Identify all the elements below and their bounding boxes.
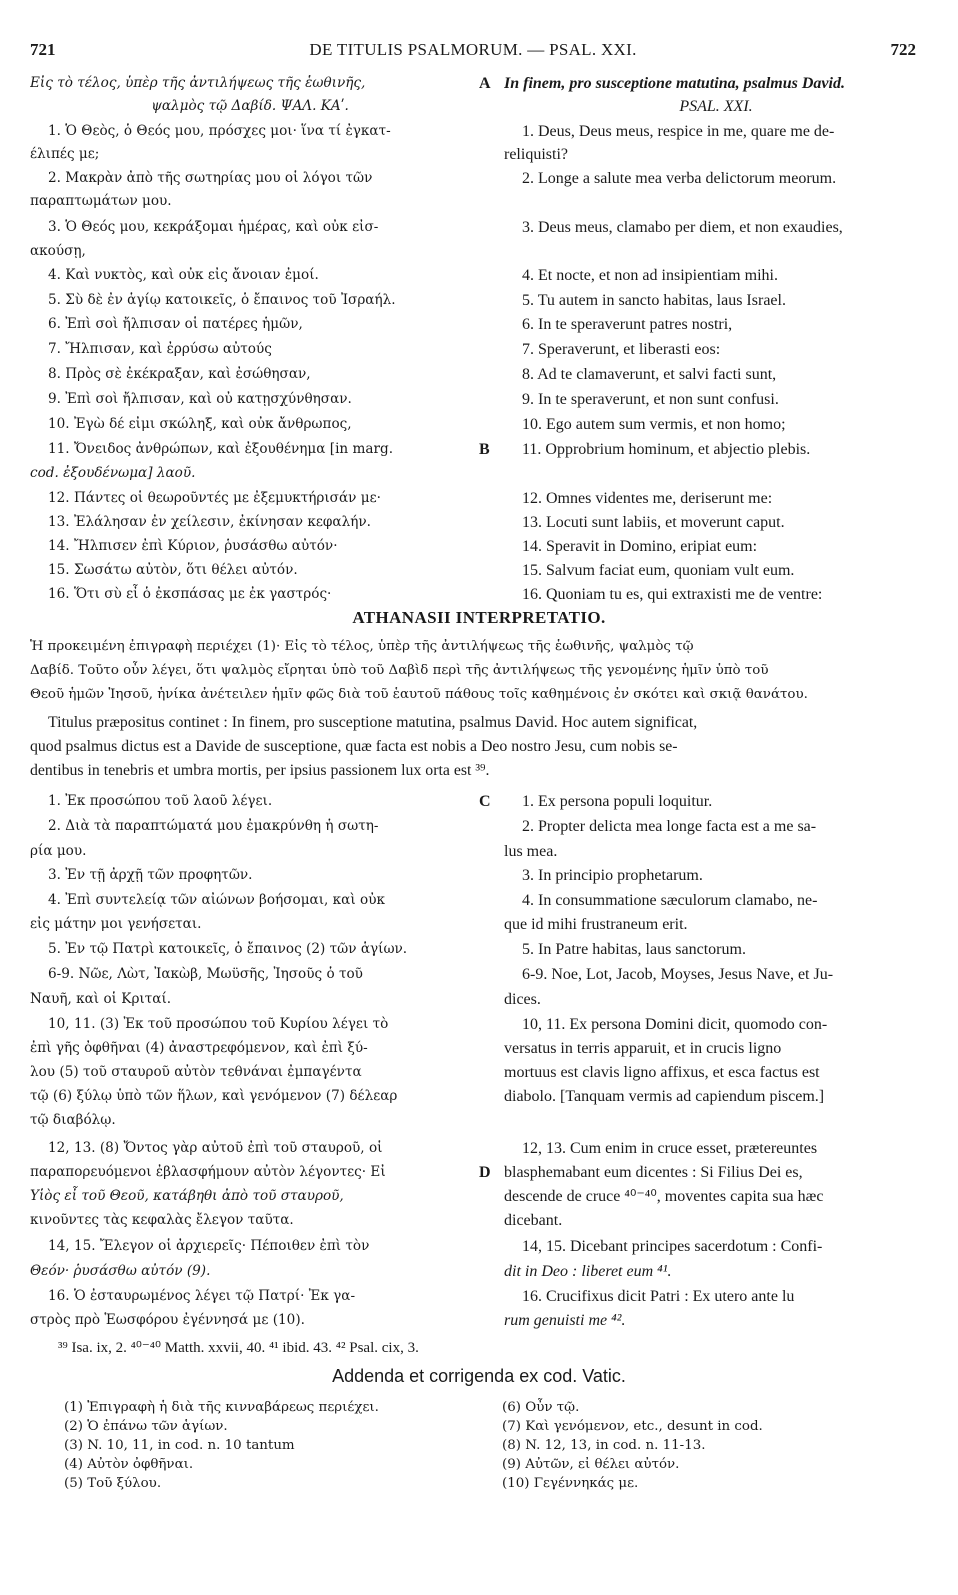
latin-interp: 5. In Patre habitas, laus sanctorum. [522, 941, 746, 958]
latin-verse: 6. In te speraverunt patres nostri, [522, 316, 733, 333]
latin-verse: 7. Speraverunt, et liberasti eos: [522, 341, 721, 358]
running-header [30, 40, 916, 68]
addenda-item: (5) Τοῦ ξύλου. [64, 1476, 162, 1491]
addenda-item: (3) N. 10, 11, in cod. n. 10 tantum [64, 1438, 295, 1453]
latin-verse: 13. Locuti sunt labiis, et moverunt caput. [522, 514, 785, 531]
section-title: ATHANASII INTERPRETATIO. [352, 608, 606, 627]
greek-interp: τῷ (6) ξύλῳ ὑπὸ τῶν ἥλων, καὶ γενόμενον (7) δέλεαρ [30, 1088, 398, 1104]
latin-interp: dit in Deo : liberet eum ⁴¹. [504, 1263, 672, 1280]
latin-interp: 3. In principio prophetarum. [522, 867, 703, 884]
greek-interp: στρὸς πρὸ Ἑωσφόρου ἐγέννησά με (10). [30, 1312, 305, 1328]
greek-verse: 10. Ἐγὼ δέ εἰμι σκώληξ, καὶ οὐκ ἄνθρωπος, [48, 416, 352, 432]
margin-marker-d: D [479, 1164, 491, 1181]
greek-interp: 16. Ὁ ἐσταυρωμένος λέγει τῷ Πατρί· Ἐκ γα- [48, 1288, 356, 1304]
greek-title: Εἰς τὸ τέλος, ὑπὲρ τῆς ἀντιλήψεως τῆς ἑωθινῆς, [30, 75, 366, 91]
latin-verse: 12. Omnes videntes me, deriserunt me: [522, 490, 773, 507]
latin-interp: rum genuisti me ⁴². [504, 1312, 626, 1329]
greek-verse: cod. ἐξουδένωμα] λαοῦ. [30, 465, 196, 481]
addenda-item: (2) Ὁ ἐπάνω τῶν ἁγίων. [64, 1419, 228, 1434]
greek-verse: έλιπές με; [30, 146, 100, 162]
greek-interp: 1. Ἐκ προσώπου τοῦ λαοῦ λέγει. [48, 793, 273, 809]
page-number-left: 721 [30, 40, 56, 59]
latin-verse: 3. Deus meus, clamabo per diem, et non exaudies, [522, 219, 843, 236]
latin-paragraph-line: quod psalmus dictus est a Davide de susceptione, quæ facta est nobis a Deo nostro Jesu, cum nobis se- [30, 738, 678, 755]
greek-verse: ακούσῃ, [30, 243, 86, 259]
addenda-title: Addenda et corrigenda ex cod. Vatic. [332, 1366, 626, 1386]
greek-verse: 7. Ἤλπισαν, καὶ ἐρρύσω αὐτούς [48, 341, 272, 357]
latin-interp: mortuus est clavis ligno affixus, et esca factus est [504, 1064, 820, 1081]
latin-interp: blasphemabant eum dicentes : Si Filius Dei es, [504, 1164, 803, 1181]
latin-verse: 11. Opprobrium hominum, et abjectio plebis. [522, 441, 811, 458]
greek-verse: 1. Ὁ Θεὸς, ὁ Θεός μου, πρόσχες μοι· ἵνα τί ἐγκατ- [48, 123, 391, 139]
latin-verse: 16. Quoniam tu es, qui extraxisti me de ventre: [522, 586, 823, 603]
greek-title-2: ψαλμὸς τῷ Δαβίδ. ΨΑΛ. ΚΑʹ. [151, 98, 349, 114]
greek-interp: παραπορευόμενοι ἐβλασφήμουν αὐτὸν λέγοντες· Εἰ [30, 1164, 386, 1180]
latin-interp: dices. [504, 991, 541, 1008]
greek-verse: 6. Ἐπὶ σοὶ ἤλπισαν οἱ πατέρες ἡμῶν, [48, 316, 303, 332]
greek-verse: 13. Ἐλάλησαν ἐν χείλεσιν, ἐκίνησαν κεφαλήν. [48, 514, 371, 530]
latin-interp: 6-9. Noe, Lot, Jacob, Moyses, Jesus Nave, et Ju- [522, 966, 834, 983]
margin-marker-c: C [479, 793, 491, 810]
latin-verse: 5. Tu autem in sancto habitas, laus Israel. [522, 292, 786, 309]
greek-verse: 11. Ὄνειδος ἀνθρώπων, καὶ ἐξουθένημα [in marg. [48, 441, 394, 457]
latin-verse: 1. Deus, Deus meus, respice in me, quare me de- [522, 123, 835, 140]
greek-interp: 14, 15. Ἔλεγον οἱ ἀρχιερεῖς· Πέποιθεν ἐπὶ τὸν [48, 1238, 370, 1254]
greek-interp: ρία μου. [30, 843, 87, 859]
latin-interp: 4. In consummatione sæculorum clamabo, ne- [522, 892, 818, 909]
addenda-item: (1) Ἐπιγραφὴ ἡ διὰ τῆς κινναβάρεως περιέχει. [64, 1400, 379, 1415]
latin-verse: 4. Et nocte, et non ad insipientiam mihi. [522, 267, 778, 284]
addenda-item: (4) Αὐτὸν ὀφθῆναι. [64, 1457, 194, 1472]
running-title: DE TITULIS PSALMORUM. — PSAL. XXI. [309, 40, 637, 59]
greek-interp: κινοῦντες τὰς κεφαλὰς ἔλεγον ταῦτα. [30, 1212, 294, 1228]
latin-verse: 8. Ad te clamaverunt, et salvi facti sunt, [522, 366, 777, 383]
greek-interp: 2. Διὰ τὰ παραπτώματά μου ἐμακρύνθη ἡ σωτη- [48, 818, 379, 834]
greek-verse: 4. Καὶ νυκτὸς, καὶ οὐκ εἰς ἄνοιαν ἐμοί. [48, 267, 319, 283]
addenda-item: (6) Οὖν τῷ. [502, 1400, 580, 1415]
latin-title: In finem, pro susceptione matutina, psalmus David. [504, 75, 845, 92]
latin-interp: 12, 13. Cum enim in cruce esset, prætereuntes [522, 1140, 818, 1157]
addenda-item: (7) Καὶ γενόμενον, etc., desunt in cod. [502, 1419, 763, 1434]
latin-verse: 2. Longe a salute mea verba delictorum meorum. [522, 170, 837, 187]
greek-interp: 6-9. Νῶε, Λὼτ, Ἰακὼβ, Μωϋσῆς, Ἰησοῦς ὁ τοῦ [48, 966, 363, 982]
greek-interp: 5. Ἐν τῷ Πατρὶ κατοικεῖς, ὁ ἔπαινος (2) τῶν ἁγίων. [48, 941, 408, 957]
footnotes: ³⁹ Isa. ix, 2. ⁴⁰⁻⁴⁰ Matth. xxvii, 40. ⁴¹ ibid. 43. ⁴² Psal. cix, 3. [58, 1340, 419, 1356]
greek-verse: 9. Ἐπὶ σοὶ ἤλπισαν, καὶ οὐ κατῃσχύνθησαν. [48, 391, 352, 407]
greek-interp: λου (5) τοῦ σταυροῦ αὐτὸν τεθνάναι ἐμπαγέντα [30, 1064, 362, 1080]
latin-verse: 10. Ego autem sum vermis, et non homo; [522, 416, 786, 433]
latin-interp: lus mea. [504, 843, 558, 860]
greek-verse: 15. Σωσάτω αὐτὸν, ὅτι θέλει αὐτόν. [48, 562, 298, 578]
greek-paragraph-line: Ἡ προκειμένη ἐπιγραφὴ περιέχει (1)· Εἰς τὸ τέλος, ὑπὲρ τῆς ἀντιλήψεως τῆς ἑωθινῆς, ψαλμὸς τῷ [30, 639, 694, 654]
latin-interp: 14, 15. Dicebant principes sacerdotum : Confi- [522, 1238, 823, 1255]
greek-paragraph-line: Δαβίδ. Τοῦτο οὖν λέγει, ὅτι ψαλμὸς εἴρηται ὑπὸ τοῦ Δαβὶδ περὶ τῆς ἀντιλήψεως τῆς γενομένης ἡμῖν ὑπὸ τοῦ [30, 663, 769, 678]
latin-paragraph-line: Titulus præpositus continet : In finem, pro susceptione matutina, psalmus David. Hoc autem significat, [48, 714, 698, 731]
latin-interp: que id mihi frustraneum erit. [504, 916, 688, 933]
latin-interp: 1. Ex persona populi loquitur. [522, 793, 713, 810]
greek-verse: 8. Πρὸς σὲ ἐκέκραξαν, καὶ ἐσώθησαν, [48, 366, 311, 382]
margin-marker-b: B [479, 441, 490, 458]
greek-verse: παραπτωμάτων μου. [30, 193, 172, 209]
latin-interp: descende de cruce ⁴⁰⁻⁴⁰, moventes capita sua hæc [504, 1188, 824, 1205]
greek-interp: Υἱὸς εἶ τοῦ Θεοῦ, κατάβηθι ἀπὸ τοῦ σταυροῦ, [30, 1188, 344, 1204]
greek-interp: 4. Ἐπὶ συντελείᾳ τῶν αἰώνων βοήσομαι, καὶ οὐκ [48, 892, 385, 908]
greek-verse: 3. Ὁ Θεός μου, κεκράξομαι ἡμέρας, καὶ οὐκ εἰσ- [48, 219, 379, 235]
page-number-right: 722 [890, 40, 916, 59]
greek-interp: Θεόν· ῥυσάσθω αὐτόν (9). [30, 1263, 211, 1279]
addenda-item: (8) N. 12, 13, in cod. n. 11-13. [502, 1438, 706, 1453]
margin-marker-a: A [479, 75, 491, 92]
greek-interp: εἰς μάτην μοι γενήσεται. [30, 916, 202, 932]
latin-interp: dicebant. [504, 1212, 563, 1229]
greek-verse: 16. Ὅτι σὺ εἶ ὁ ἐκσπάσας με ἐκ γαστρός· [48, 586, 332, 602]
greek-interp: Ναυῆ, καὶ οἱ Κριταί. [30, 991, 172, 1007]
greek-interp: 12, 13. (8) Ὄντος γὰρ αὐτοῦ ἐπὶ τοῦ σταυροῦ, οἱ [48, 1140, 383, 1156]
greek-verse: 5. Σὺ δὲ ἐν ἁγίῳ κατοικεῖς, ὁ ἔπαινος τοῦ Ἰσραήλ. [48, 292, 396, 308]
greek-interp: τῷ διαβόλῳ. [30, 1112, 116, 1128]
greek-interp: 3. Ἐν τῇ ἀρχῇ τῶν προφητῶν. [48, 867, 253, 883]
greek-verse: 12. Πάντες οἱ θεωροῦντές με ἐξεμυκτήρισάν με· [48, 490, 381, 506]
addenda-item: (10) Γεγέννηκάς με. [502, 1476, 639, 1491]
latin-interp: 10, 11. Ex persona Domini dicit, quomodo con- [522, 1016, 828, 1033]
addenda-item: (9) Αὐτῶν, εἰ θέλει αὐτόν. [502, 1457, 680, 1472]
latin-interp: diabolo. [Tanquam vermis ad capiendum piscem.] [504, 1088, 825, 1105]
latin-interp: 2. Propter delicta mea longe facta est a me sa- [522, 818, 817, 835]
greek-interp: 10, 11. (3) Ἐκ τοῦ προσώπου τοῦ Κυρίου λέγει τὸ [48, 1016, 389, 1032]
latin-paragraph-line: dentibus in tenebris et umbra mortis, per ipsius passionem lux orta est ³⁹. [30, 762, 490, 779]
latin-verse: 14. Speravit in Domino, eripiat eum: [522, 538, 758, 555]
greek-paragraph-line: Θεοῦ ἡμῶν Ἰησοῦ, ἡνίκα ἀνέτειλεν ἡμῖν φῶς διὰ τοῦ ἑαυτοῦ πάθους τοῖς καθημένοις ἐν σκότει καὶ σκιᾷ θανάτου. [30, 687, 808, 702]
greek-verse: 2. Μακρὰν ἀπὸ τῆς σωτηρίας μου οἱ λόγοι τῶν [48, 170, 373, 186]
latin-verse: 15. Salvum faciat eum, quoniam vult eum. [522, 562, 795, 579]
latin-verse: reliquisti? [504, 146, 568, 163]
greek-verse: 14. Ἤλπισεν ἐπὶ Κύριον, ῥυσάσθω αὐτόν· [48, 538, 338, 554]
latin-verse: 9. In te speraverunt, et non sunt confusi. [522, 391, 779, 408]
greek-interp: ἐπὶ γῆς ὀφθῆναι (4) ἀναστρεφόμενον, καὶ ἐπὶ ξύ- [30, 1040, 368, 1056]
latin-interp: versatus in terris apparuit, et in crucis ligno [504, 1040, 782, 1057]
latin-psalm-number: PSAL. XXI. [679, 98, 753, 115]
latin-interp: 16. Crucifixus dicit Patri : Ex utero ante lu [522, 1288, 795, 1305]
